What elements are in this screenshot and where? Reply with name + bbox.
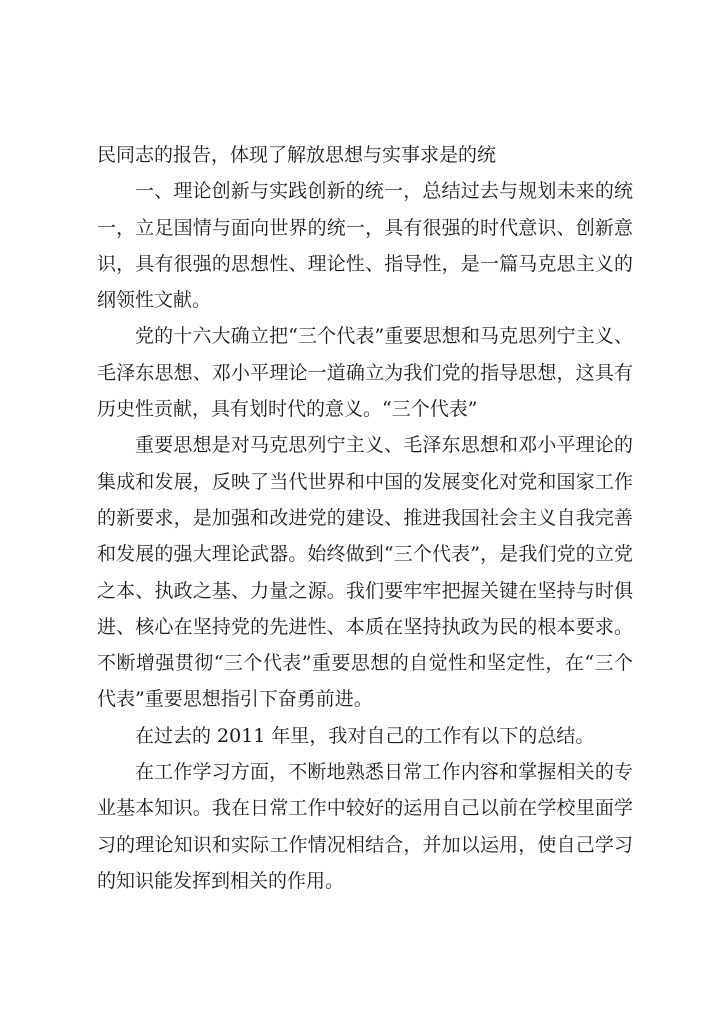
paragraph-2: 一、理论创新与实践创新的统一，总结过去与规划未来的统一，立足国情与面向世界的统一，具有很强的时代意识、创新意识，具有很强的思想性、理论性、指导性，是一篇马克思主义的纲领性文献。: [97, 180, 633, 312]
paragraph-4: 重要思想是对马克思列宁主义、毛泽东思想和邓小平理论的集成和发展，反映了当代世界和中国的发展变化对党和国家工作的新要求，是加强和改进党的建设、推进我国社会主义自我完善和发展的强大理论武器。始终做到“三个代表”，是我们党的立党之本、执政之基、力量之源。我们要牢牢把握关键在坚持与时俱进、核心在坚持党的先进性、本质在坚持执政为民的根本要求。不断增强贯彻“三个代表”重要思想的自觉性和坚定性，在“三个代表”重要思想指引下奋勇前进。: [97, 434, 633, 711]
paragraph-5: 在过去的 2011 年里，我对自己的工作有以下的总结。: [135, 724, 595, 747]
paragraph-3: 党的十六大确立把“三个代表”重要思想和马克思列宁主义、毛泽东思想、邓小平理论一道确立为我们党的指导思想，这具有历史性贡献，具有划时代的意义。“三个代表”: [97, 325, 633, 421]
paragraph-1: 民同志的报告，体现了解放思想与实事求是的统: [97, 144, 497, 166]
paragraph-6: 在工作学习方面，不断地熟悉日常工作内容和掌握相关的专业基本知识。我在日常工作中较好的运用自己以前在学校里面学习的理论知识和实际工作情况相结合，并加以运用，使自己学习的知识能发挥到相关的作用。: [97, 761, 633, 892]
document-body: [97, 137, 633, 899]
